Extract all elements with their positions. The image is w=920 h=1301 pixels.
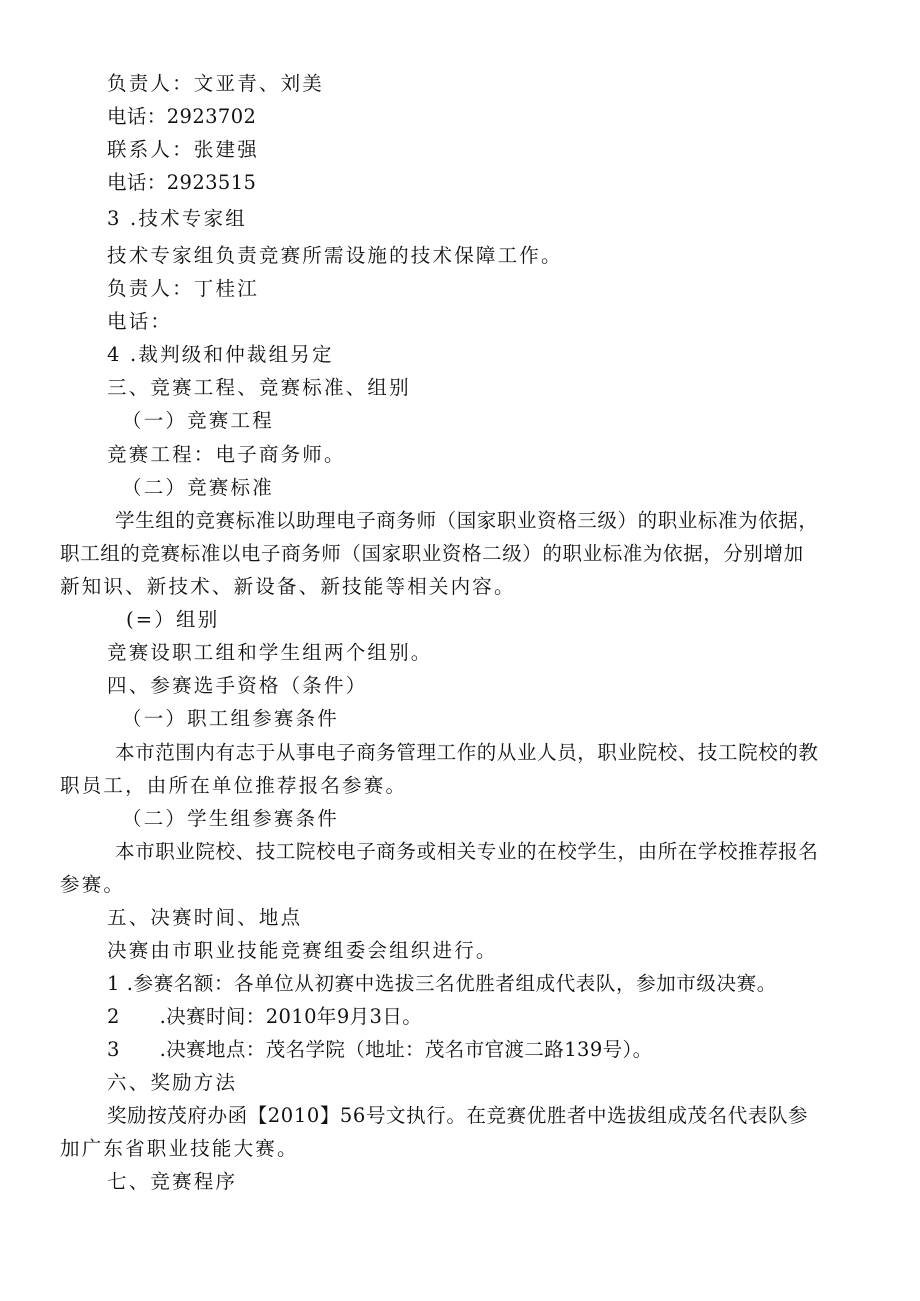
section-heading: 三、竞赛工程、竞赛标准、组别 <box>107 376 411 399</box>
text-line: 负责人：文亚青、刘美 <box>107 72 325 95</box>
text-line: 电话： <box>107 310 173 333</box>
paragraph-line: 参赛。 <box>60 873 126 896</box>
text-line: 竞赛工程：电子商务师。 <box>107 443 346 466</box>
subsection-heading: (=）组别 <box>126 608 220 631</box>
paragraph-line: 职员工，由所在单位推荐报名参赛。 <box>60 774 408 797</box>
paragraph-line: 奖励按茂府办函【2010】56号文执行。在竞赛优胜者中选拔组成茂名代表队参 <box>107 1104 809 1127</box>
subsection-heading: （一）职工组参赛条件 <box>122 707 340 730</box>
text-line: 电话：2923702 <box>107 105 257 128</box>
heading: 4 .裁判级和仲裁组另定 <box>107 343 334 366</box>
text-line: 决赛由市职业技能竞赛组委会组织进行。 <box>107 939 498 962</box>
subsection-heading: （一）竞赛工程 <box>122 409 274 432</box>
list-item: 2 .决赛时间：2010年9月3日。 <box>107 1005 423 1028</box>
text-line: 联系人：张建强 <box>107 138 259 161</box>
list-item: 3 .决赛地点：茂名学院（地址：茂名市官渡二路139号）。 <box>107 1038 653 1061</box>
text-line: 竞赛设职工组和学生组两个组别。 <box>107 641 433 664</box>
subsection-heading: （二）学生组参赛条件 <box>122 807 340 830</box>
text-line: 负责人：丁桂江 <box>107 277 259 300</box>
list-item: 1 .参赛名额：各单位从初赛中选拔三名优胜者组成代表队，参加市级决赛。 <box>107 972 777 995</box>
section-heading: 六、奖励方法 <box>107 1071 238 1094</box>
heading: 3 .技术专家组 <box>107 207 247 230</box>
text-line: 技术专家组负责竞赛所需设施的技术保障工作。 <box>107 244 563 267</box>
paragraph-line: 学生组的竞赛标准以助理电子商务师（国家职业资格三级）的职业标准为依据， <box>115 509 819 532</box>
paragraph-line: 职工组的竞赛标准以电子商务师（国家职业资格二级）的职业标准为依据，分别增加 <box>60 542 804 565</box>
paragraph-line: 本市职业院校、技工院校电子商务或相关专业的在校学生，由所在学校推荐报名 <box>115 840 819 863</box>
subsection-heading: （二）竞赛标准 <box>122 476 274 499</box>
paragraph-line: 加广东省职业技能大赛。 <box>60 1137 299 1160</box>
paragraph-line: 本市范围内有志于从事电子商务管理工作的从业人员，职业院校、技工院校的教 <box>115 741 819 764</box>
section-heading: 五、决赛时间、地点 <box>107 906 303 929</box>
section-heading: 四、参赛选手资格（条件） <box>107 674 368 697</box>
paragraph-line: 新知识、新技术、新设备、新技能等相关内容。 <box>60 575 516 598</box>
section-heading: 七、竞赛程序 <box>107 1170 238 1193</box>
text-line: 电话：2923515 <box>107 171 257 194</box>
